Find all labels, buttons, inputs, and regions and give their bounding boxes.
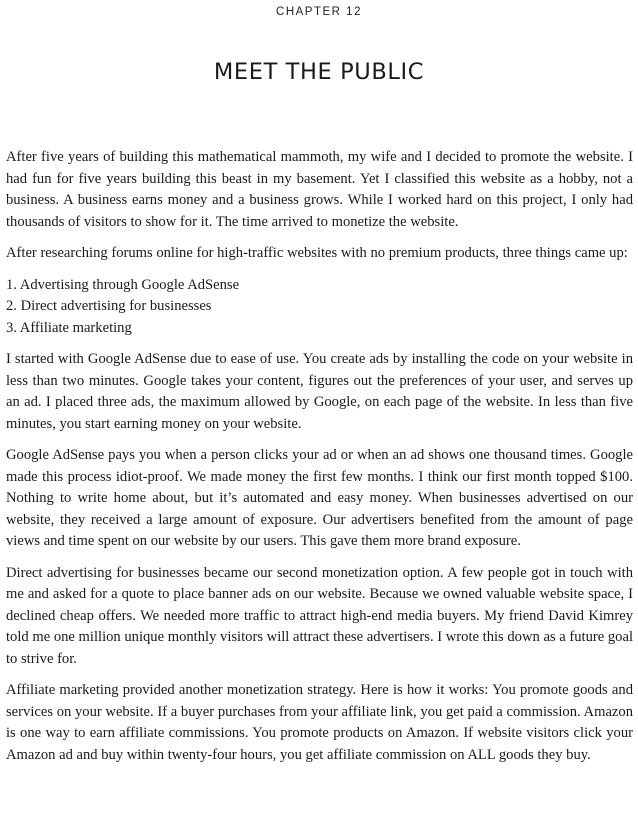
chapter-body xyxy=(6,147,633,776)
paragraph-direct-advertising: Direct advertising for businesses became our second monetization option. A few people got in touch with me and asked for a quote to place banner ads on our website. Because we owned valuable website space, I declined cheap offers. We needed more traffic to attract high-end media buyers. My friend David Kimrey told me one million unique monthly visitors will attract these advertisers. I wrote this down as a future goal to strive for. xyxy=(6,564,633,667)
list-item: 3. Affiliate marketing xyxy=(6,319,132,336)
paragraph-research: After researching forums online for high-traffic websites with no premium products, three things came up: xyxy=(6,245,628,261)
paragraph-adsense-pay: Google AdSense pays you when a person clicks your ad or when an ad shows one thousand times. Google made this process idiot-proof. We made money the first few months. I think our first month topped $100. Nothing to write home about, but it’s automated and easy money. When businesses advertised on our website, they received a large amount of exposure. Our advertisers benefited from the amount of page views and time spent on our website by our users. This gave them more brand exposure. xyxy=(6,447,633,549)
paragraph-intro: After five years of building this mathematical mammoth, my wife and I decided to promote the website. I had fun for five years building this beast in my basement. Yet I classified this website as a hobby, not a business. A business earns money and a business grows. While I worked hard on this project, I only had thousands of visitors to show for it. The time arrived to monetize the website. xyxy=(6,149,633,230)
paragraph-affiliate-marketing: Affiliate marketing provided another monetization strategy. Here is how it works: You promote goods and services on your website. If a buyer purchases from your affiliate link, you get paid a commission. Amazon is one way to earn affiliate commissions. You promote products on Amazon. If website visitors click your Amazon ad and buy within twenty-four hours, you get affiliate commission on ALL goods they buy. xyxy=(6,682,633,763)
chapter-label: CHAPTER 12 xyxy=(276,6,362,18)
list-item: 1. Advertising through Google AdSense xyxy=(6,276,240,293)
list-item: 2. Direct advertising for businesses xyxy=(6,298,212,314)
paragraph-adsense-start: I started with Google AdSense due to ease of use. You create ads by installing the code on your website in less than two minutes. Google takes your content, figures out the preferences of your user, and serves up an ad. I placed three ads, the maximum allowed by Google, on each page of the website. In less than five minutes, you start earning money on your website. xyxy=(6,351,633,432)
chapter-title: MEET THE PUBLIC xyxy=(213,59,425,85)
monetization-list xyxy=(6,275,633,340)
